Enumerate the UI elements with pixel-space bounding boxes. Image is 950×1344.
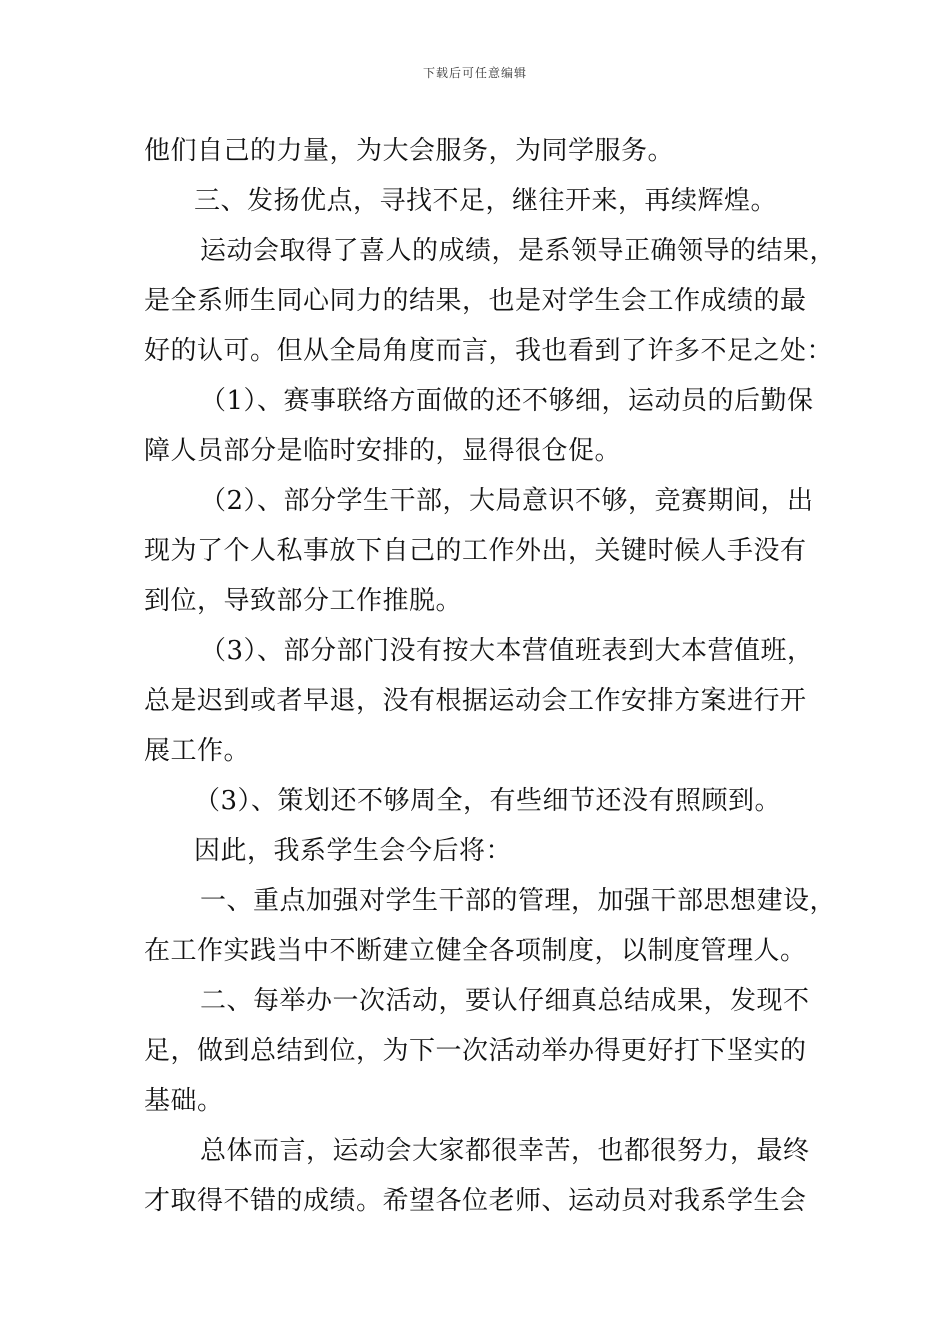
document-body — [144, 126, 837, 1226]
text-line: 三、发扬优点，寻找不足，继往开来，再续辉煌。 — [194, 186, 778, 216]
text-line: 到位，导致部分工作推脱。 — [144, 586, 463, 616]
text-line: 才取得不错的成绩。希望各位老师、运动员对我系学生会 — [144, 1186, 807, 1216]
text-line: 二、每举办一次活动，要认仔细真总结成果，发现不 — [200, 986, 810, 1016]
text-line: 足，做到总结到位，为下一次活动举办得更好打下坚实的 — [144, 1036, 807, 1066]
text-line: 是全系师生同心同力的结果，也是对学生会工作成绩的最 — [144, 286, 807, 316]
text-line: 好的认可。但从全局角度而言，我也看到了许多不足之处： — [144, 336, 834, 366]
text-line: 展工作。 — [144, 736, 251, 766]
text-line: 障人员部分是临时安排的，显得很仓促。 — [144, 436, 622, 466]
text-line: 在工作实践当中不断建立健全各项制度，以制度管理人。 — [144, 936, 807, 966]
text-line: 一、重点加强对学生干部的管理，加强干部思想建设， — [200, 886, 837, 916]
text-line: 现为了个人私事放下自己的工作外出，关键时候人手没有 — [144, 536, 807, 566]
text-line: 因此，我系学生会今后将： — [194, 836, 513, 866]
text-line: 总体而言，运动会大家都很幸苦，也都很努力，最终 — [200, 1136, 810, 1166]
page-header-note: 下载后可任意编辑 — [422, 66, 527, 80]
text-line: 运动会取得了喜人的成绩，是系领导正确领导的结果， — [200, 236, 837, 266]
text-line: （3）、策划还不够周全，有些细节还没有照顾到。 — [194, 786, 782, 816]
text-line: 基础。 — [144, 1086, 224, 1116]
text-line: （1）、赛事联络方面做的还不够细，运动员的后勤保 — [200, 386, 814, 416]
text-line: （3）、部分部门没有按大本营值班表到大本营值班， — [200, 636, 814, 666]
text-line: 他们自己的力量，为大会服务，为同学服务。 — [144, 136, 675, 166]
text-line: （2）、部分学生干部，大局意识不够，竞赛期间，出 — [200, 486, 814, 516]
text-line: 总是迟到或者早退，没有根据运动会工作安排方案进行开 — [144, 686, 807, 716]
